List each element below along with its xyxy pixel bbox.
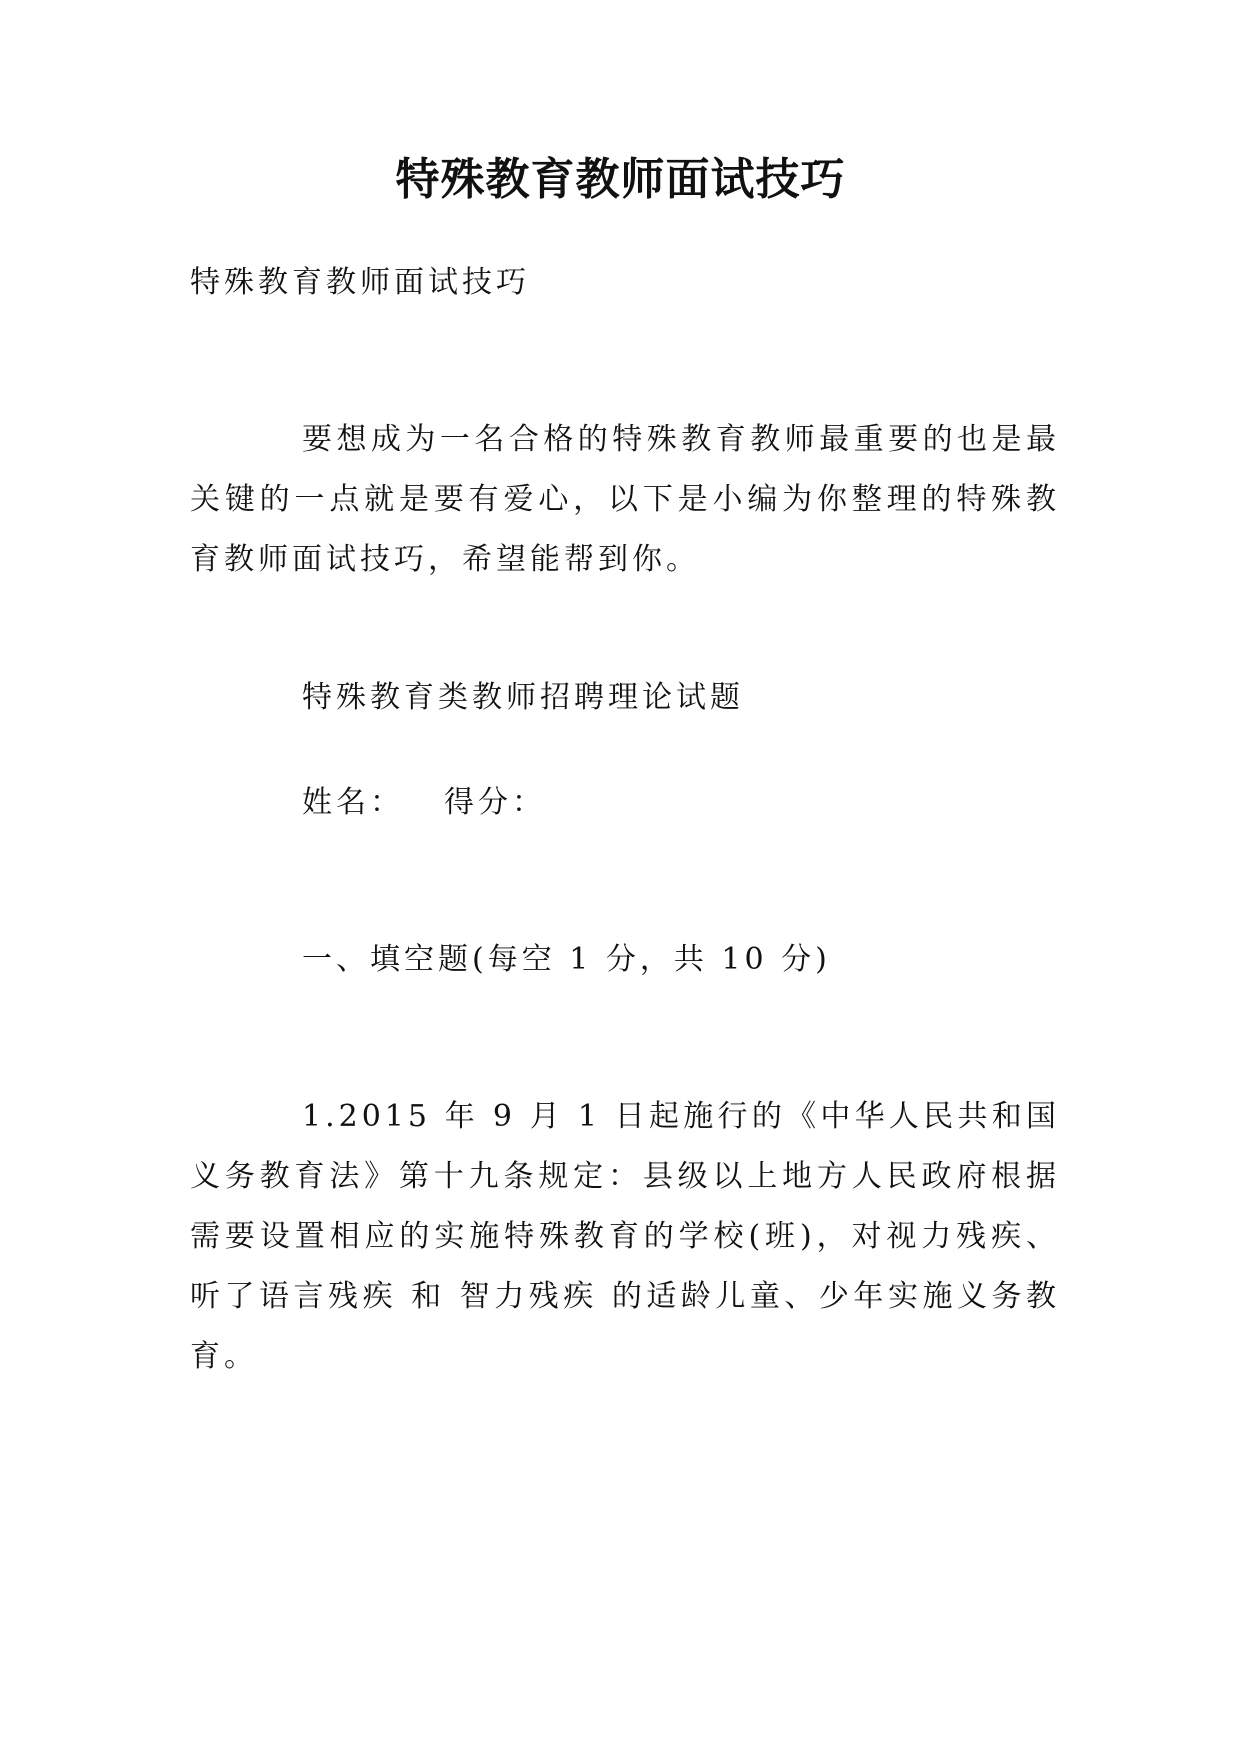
document-subtitle: 特殊教育教师面试技巧 xyxy=(190,265,530,300)
name-label: 姓名： xyxy=(302,785,404,820)
exam-title: 特殊教育类教师招聘理论试题 xyxy=(302,680,744,715)
intro-paragraph: 要想成为一名合格的特殊教育教师最重要的也是最关键的一点就是要有爱心，以下是小编为你整理的特殊教育教师面试技巧，希望能帮到你。 xyxy=(190,422,1060,577)
document-title: 特殊教育教师面试技巧 xyxy=(395,154,846,205)
question-1-paragraph: 1.2015 年 9 月 1 日起施行的《中华人民共和国义务教育法》第十九条规定：县级以上地方人民政府根据需要设置相应的实施特殊教育的学校(班)，对视力残疾、 听了语言残疾 和 智力残疾 的适龄儿童、少年实施义务教育。 xyxy=(190,1099,1060,1374)
score-label: 得分： xyxy=(444,785,546,820)
section-heading-fill-in: 一、填空题(每空 1 分，共 10 分) xyxy=(302,942,831,977)
name-score-line xyxy=(302,773,1172,833)
